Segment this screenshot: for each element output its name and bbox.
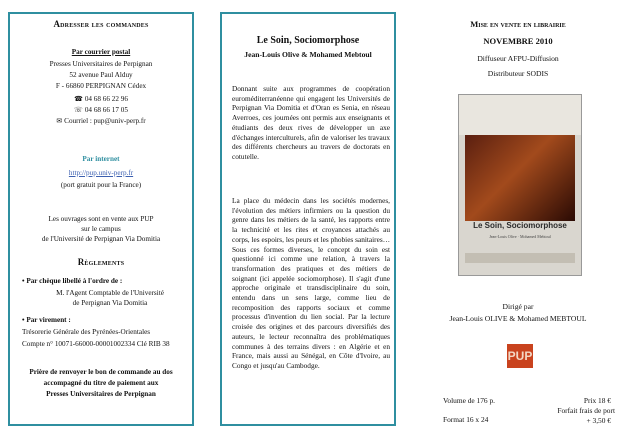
campus-note: sur le campus xyxy=(81,225,121,233)
mail-icon: ✉ xyxy=(56,117,63,125)
format: Format 16 x 24 xyxy=(443,415,489,424)
description-panel xyxy=(218,0,398,443)
virement-line: Trésorerie Générale des Pyrénées-Orientales xyxy=(22,328,151,336)
bullet-icon: • xyxy=(22,277,25,285)
reglements-title: Règlements xyxy=(77,257,125,267)
virement-heading: • Par virement : xyxy=(22,316,71,324)
description-para-2: La place du médecin dans les sociétés modernes, l'évolution des métiers infirmiers ou la question du genre dans les métiers de la santé, les rapports entre la technicité et les rites et croyances attachés au corps, les espoirs, les peurs et les phobies sanitaires… Sous ces formes diverses, le concept du soin est questionné ici comme une relation, à travers la transformation des pratiques et des métiers de soignant (ici appelée sociomorphose). Il s'agit d'une approche originale et transdisciplinaire du soin, entendu dans un sens large, comme lieu de recomposition des rapports sociaux et comme processus d'invention du lien social. Par la lecture croisée des origines et des parcours diversifiés des auteurs, le lecteur reconnaîtra des problématiques communes à des terrains divers : en Algérie et en France, mais aussi au Sénégal, en Côte d'Ivoire, au Congo et jusqu'au Cambodge. xyxy=(232,196,390,370)
cheque-line: de Perpignan Via Domitia xyxy=(72,299,148,307)
bullet-icon: • xyxy=(22,316,25,324)
closing-line: accompagné du titre de paiement aux xyxy=(43,379,159,387)
directed-by: Dirigé par xyxy=(502,302,534,311)
closing-line: Presses Universitaires de Perpignan xyxy=(46,390,156,398)
distributeur: Distributeur SODIS xyxy=(487,69,549,78)
description-frame xyxy=(220,12,396,426)
virement-line: Compte n° 10071-66000-00001002334 Clé RIB 38 xyxy=(22,340,170,348)
internet-heading: Par internet xyxy=(82,155,120,163)
diffuseur: Diffuseur AFPU-Diffusion xyxy=(477,54,559,63)
book-title: Le Soin, Sociomorphose xyxy=(256,35,360,46)
phone-number: 04 68 66 22 96 xyxy=(84,95,128,103)
shipping: Forfait frais de port xyxy=(557,406,615,415)
cover-authors: Jean-Louis Olive · Mohamed Mebtoul xyxy=(489,234,551,239)
order-frame xyxy=(8,12,194,426)
description-para-1: Donnant suite aux programmes de coopération euroméditerranéenne qui engagent les Universités de Perpignan Via Domitia et d'Oran es Senia, en réseau Averroes, ces journées ont permis aux enseignants et étudiants des deux rives de développer un axe d'échanges interculturels, afin de valoriser les travaux des différents chercheurs au travers de doctorats en cotutelle. xyxy=(232,84,390,161)
sale-line: Mise en vente en librairie xyxy=(470,19,566,29)
fax-number: 04 68 66 17 05 xyxy=(84,106,128,114)
order-title: Adresser les commandes xyxy=(53,19,149,29)
address-line: 52 avenue Paul Alduy xyxy=(69,71,133,79)
sale-date: NOVEMBRE 2010 xyxy=(483,36,553,46)
website-link[interactable]: http://pup.univ-perp.fr xyxy=(68,169,134,177)
campus-note: de l'Université de Perpignan Via Domitia xyxy=(41,235,161,243)
price: Prix 18 € xyxy=(583,396,611,405)
campus-note: Les ouvrages sont en vente aux PUP xyxy=(48,215,154,223)
post-heading: Par courrier postal xyxy=(71,48,131,56)
cover-image xyxy=(465,135,575,221)
cover-header xyxy=(459,95,581,135)
directors: Jean-Louis OLIVE & Mohamed MEBTOUL xyxy=(449,314,587,323)
address-line: F - 66860 PERPIGNAN Cédex xyxy=(55,82,147,90)
sale-panel xyxy=(411,0,625,443)
closing-line: Prière de renvoyer le bon de commande au dos xyxy=(29,368,173,376)
order-panel xyxy=(0,0,204,443)
address-line: Presses Universitaires de Perpignan xyxy=(49,60,153,68)
email: Courriel : pup@univ-perp.fr xyxy=(64,117,146,125)
cover-title: Le Soin, Sociomorphose xyxy=(473,221,567,230)
fax-icon: ☏ xyxy=(74,106,84,114)
logo-text: PUP xyxy=(507,349,533,363)
cheque-line: M. l'Agent Comptable de l'Université xyxy=(56,289,164,297)
volume: Volume de 176 p. xyxy=(443,396,496,405)
cheque-heading: • Par chèque libellé à l'ordre de : xyxy=(22,277,123,285)
port-note: (port gratuit pour la France) xyxy=(60,181,142,189)
pup-logo xyxy=(507,344,533,368)
book-cover xyxy=(458,94,582,276)
cover-footer xyxy=(465,253,575,263)
phone-icon: ☎ xyxy=(74,95,84,103)
book-authors: Jean-Louis Olive & Mohamed Mebtoul xyxy=(244,50,372,59)
shipping-amount: + 3,50 € xyxy=(586,416,611,425)
